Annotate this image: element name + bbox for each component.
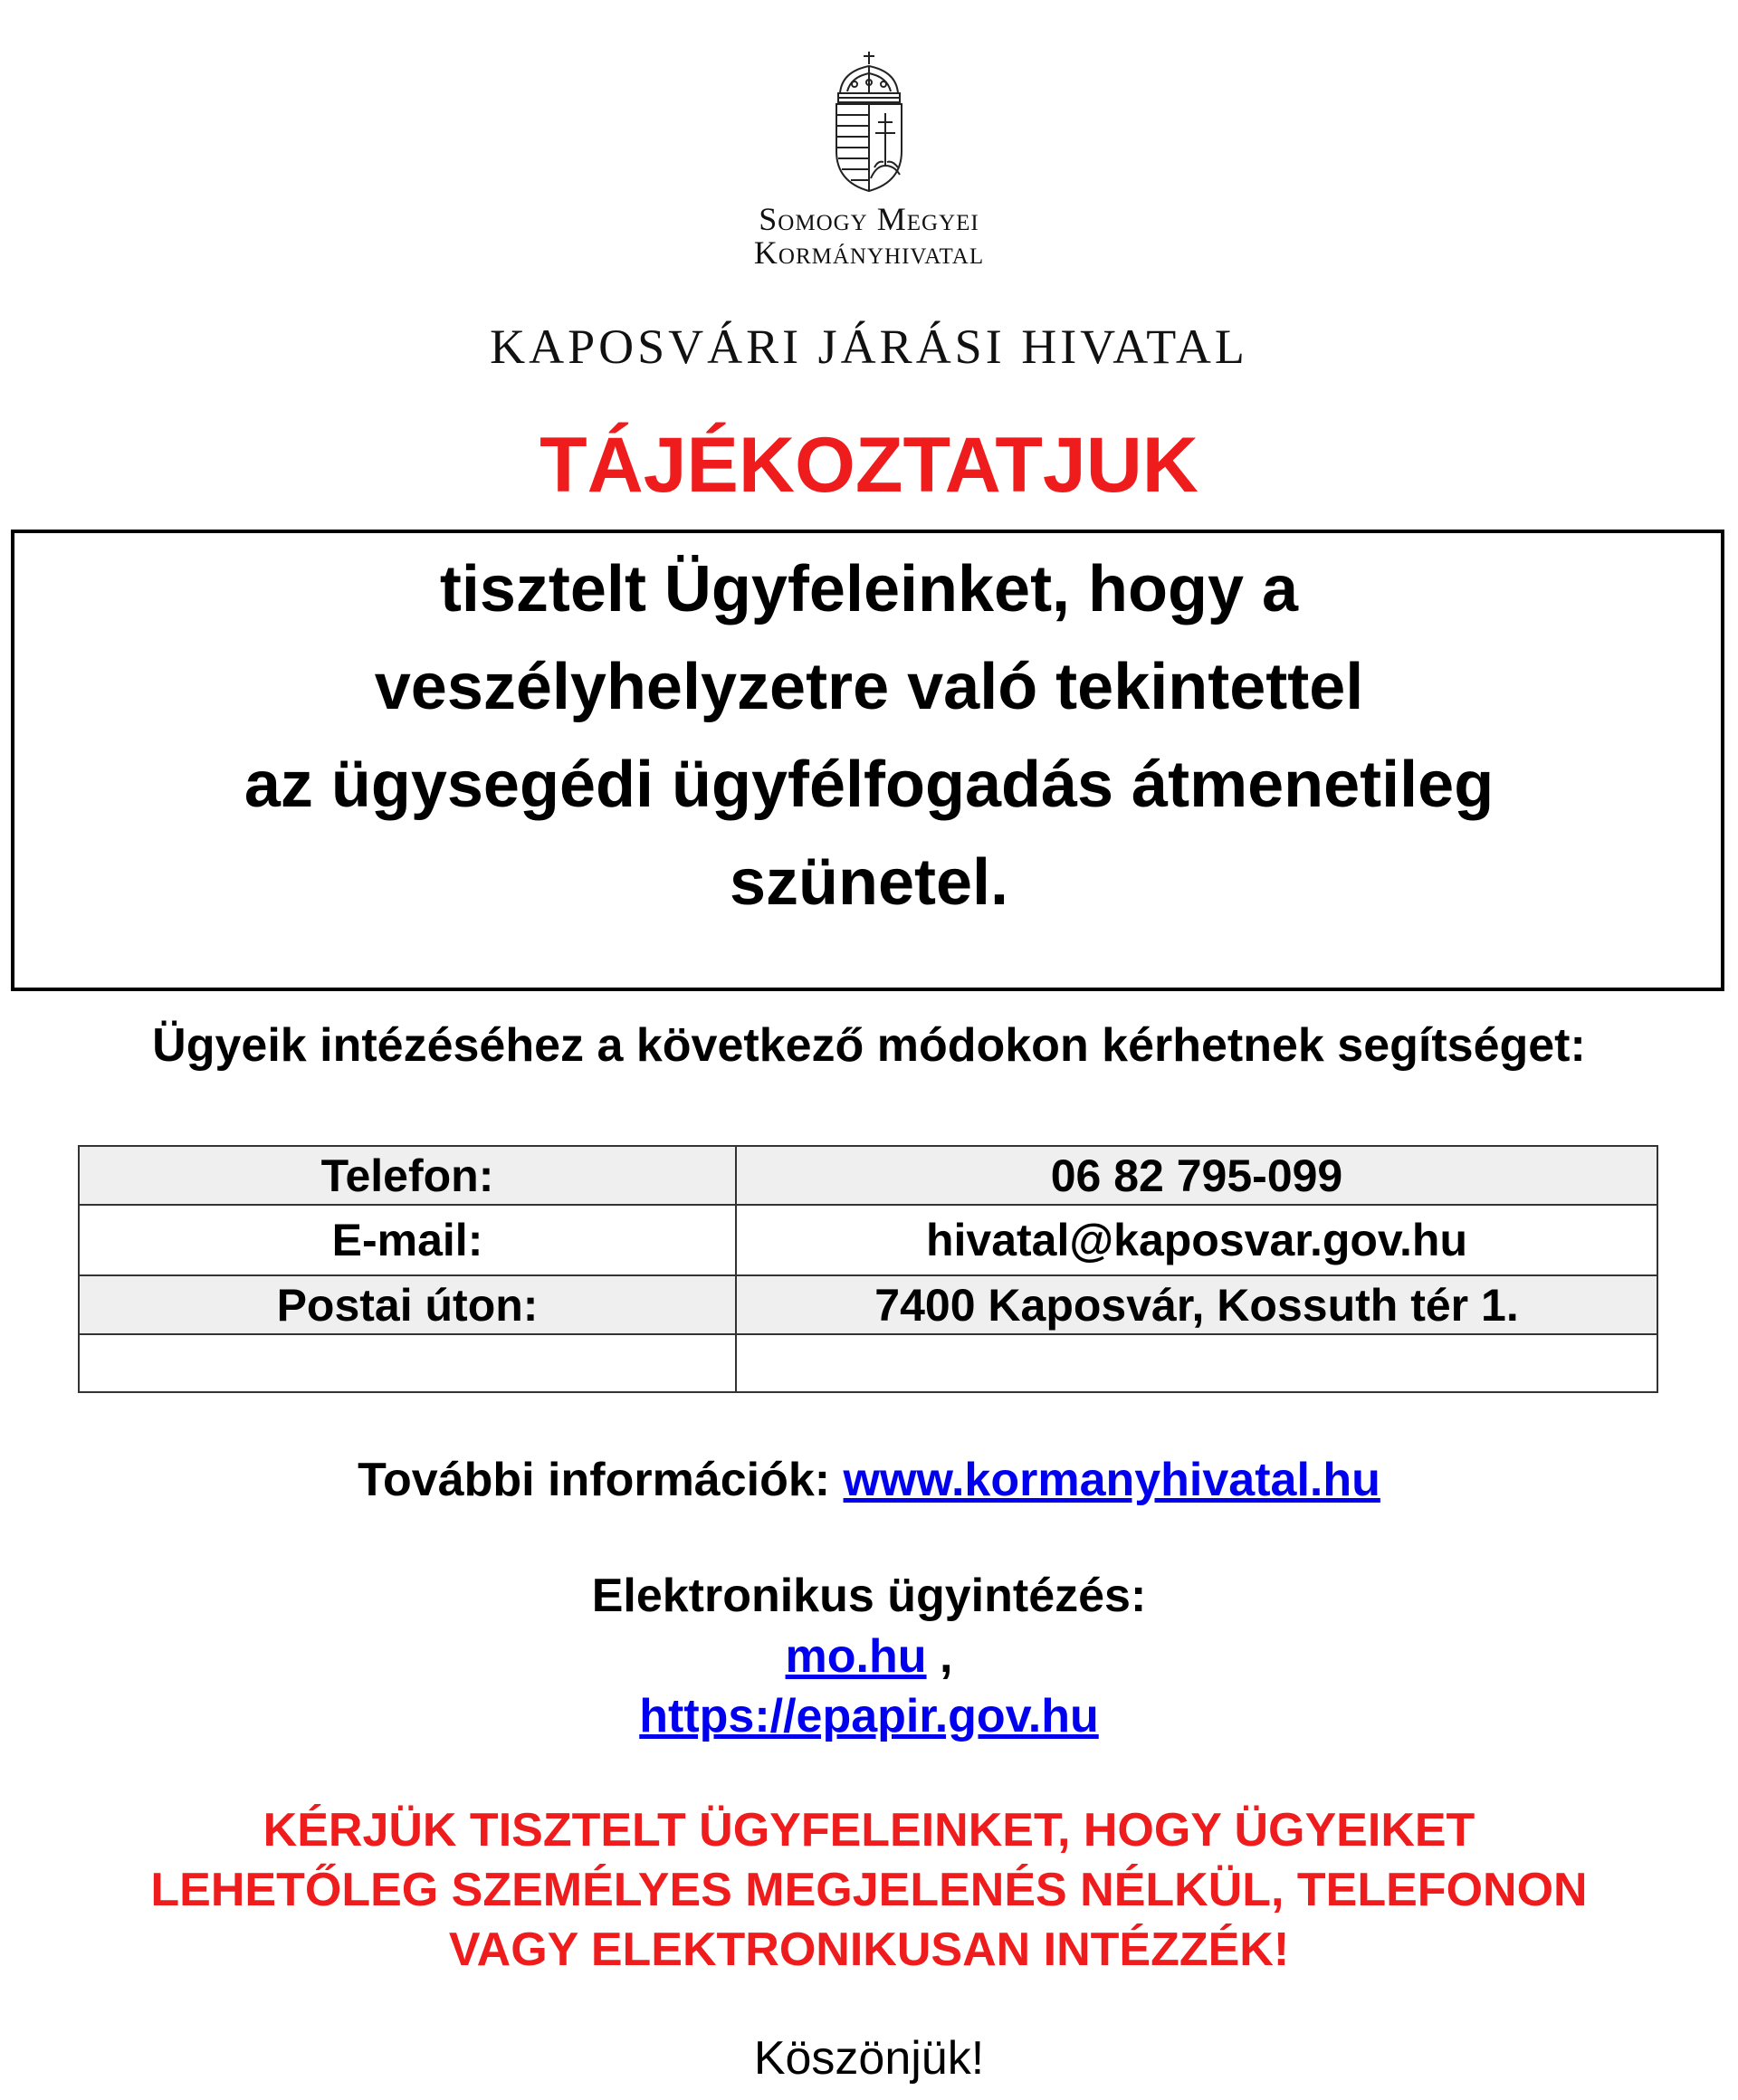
warning-line: LEHETŐLEG SZEMÉLYES MEGJELENÉS NÉLKÜL, TELEFONON — [150, 1864, 1588, 1916]
mo-hu-link[interactable]: mo.hu — [785, 1630, 927, 1683]
eservice-label: Elektronikus ügyintézés: — [591, 1570, 1147, 1622]
page-title: TÁJÉKOZTATJUK — [540, 422, 1198, 509]
notice-line: veszélyhelyzetre való tekintettel — [374, 651, 1364, 723]
contact-label — [79, 1334, 736, 1392]
contact-label: Telefon: — [79, 1146, 736, 1205]
contact-value[interactable]: hivatal@kaposvar.gov.hu — [736, 1205, 1657, 1275]
thanks-text: Köszönjük! — [753, 2032, 985, 2085]
coat-of-arms-icon — [824, 50, 914, 195]
kormanyhivatal-link[interactable]: www.kormanyhivatal.hu — [843, 1454, 1380, 1506]
help-text: Ügyeik intézéséhez a következő módokon kérhetnek segítséget: — [152, 1019, 1586, 1072]
notice-line: szünetel. — [729, 846, 1009, 919]
org-name-line2: Kormányhivatal — [753, 234, 985, 271]
contact-value: 06 82 795-099 — [736, 1146, 1657, 1205]
table-row — [79, 1275, 1657, 1334]
contact-value — [736, 1334, 1657, 1392]
contact-value: 7400 Kaposvár, Kossuth tér 1. — [736, 1275, 1657, 1334]
notice-line: az ügysegédi ügyfélfogadás átmenetileg — [244, 749, 1494, 821]
eservice-links — [0, 1629, 1738, 1684]
table-row — [79, 1205, 1657, 1275]
table-row — [79, 1334, 1657, 1392]
notice-line: tisztelt Ügyfeleinket, hogy a — [439, 553, 1299, 625]
contact-table — [78, 1145, 1658, 1393]
epapir-link[interactable]: https://epapir.gov.hu — [639, 1690, 1099, 1742]
more-info — [0, 1453, 1738, 1507]
org-name-line1: Somogy Megyei — [759, 201, 979, 237]
warning-line: KÉRJÜK TISZTELT ÜGYFELEINKET, HOGY ÜGYEIKET — [263, 1804, 1475, 1857]
link-separator: , — [939, 1630, 953, 1683]
eservice-links — [0, 1689, 1738, 1743]
contact-label: E-mail: — [79, 1205, 736, 1275]
office-name: KAPOSVÁRI JÁRÁSI HIVATAL — [490, 320, 1248, 374]
table-row — [79, 1146, 1657, 1205]
contact-label: Postai úton: — [79, 1275, 736, 1334]
more-info-label: További információk: — [358, 1454, 831, 1506]
warning-line: VAGY ELEKTRONIKUSAN INTÉZZÉK! — [448, 1923, 1290, 1976]
